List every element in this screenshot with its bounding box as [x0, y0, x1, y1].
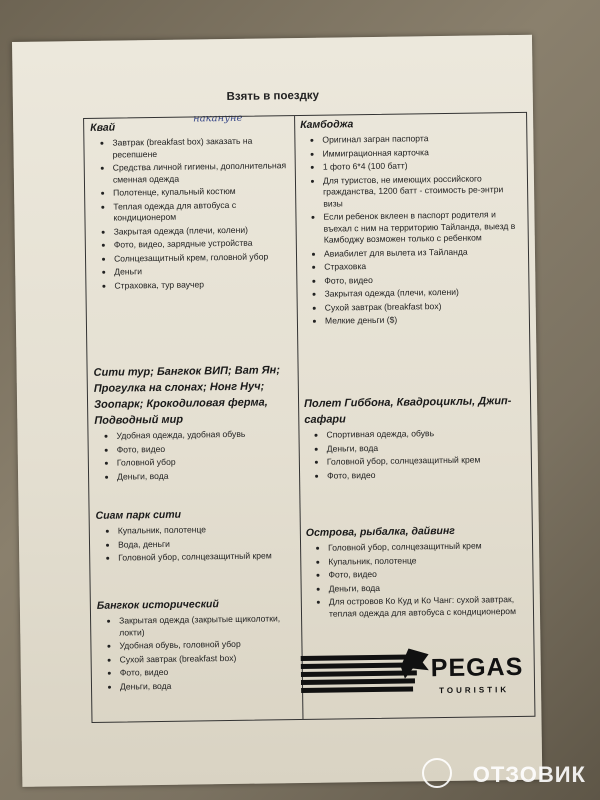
list-item: • Для туристов, не имеющих российского гражданства, 1200 батт - стоимость ре-энтри визы [323, 172, 523, 209]
list-item: • Фото, видео [328, 567, 528, 581]
list-item: • Деньги [114, 264, 292, 278]
list-item: • Если ребенок вклеен в паспорт родителя и въехал с ним на территорию Тайланда, выезд в Камбоджу возможен только с ребенком [323, 209, 523, 246]
list-item: • Удобная одежда, удобная обувь [116, 428, 294, 442]
list-item: • Удобная обувь, головной убор [119, 638, 297, 652]
section-siam-park [96, 506, 297, 566]
section-islands [306, 523, 529, 622]
list-item: • Головной убор [117, 455, 295, 469]
list-item: • Деньги, вода [120, 679, 298, 693]
right-column [294, 113, 534, 719]
section-kwai [90, 118, 292, 294]
list-item: • Оригинал загран паспорта [322, 132, 522, 146]
list-item: • Фото, видео [324, 272, 524, 286]
list-item: • Фото, видео, зарядные устройства [114, 237, 292, 251]
watermark-icon [422, 758, 452, 788]
pegas-logo [301, 647, 532, 705]
list-item: • Купальник, полотенце [328, 553, 528, 567]
list-item: • Головной убор, солнцезащитный крем [327, 454, 527, 468]
list-item: • Закрытая одежда (плечи, колени) [324, 286, 524, 300]
section-heading: Сити тур; Бангкок ВИП; Ват Ян; Прогулка на слонах; Нонг Нуч; Зоопарк; Крокодиловая ферма, Подводный мир [93, 364, 281, 427]
list-item: • Завтрак (breakfast box) заказать на ресепшене [112, 135, 290, 160]
section-city-tour [94, 362, 296, 485]
list-item: • Головной убор, солнцезащитный крем [328, 540, 528, 554]
page-title: Взять в поездку [226, 89, 320, 104]
section-heading: Камбоджа [300, 118, 354, 131]
list-item: • Деньги, вода [327, 440, 527, 454]
section-heading: Квай [90, 121, 116, 134]
list-item: • 1 фото 6*4 (100 батт) [323, 159, 523, 173]
section-bangkok-historic [97, 596, 298, 695]
list-item: • Страховка, тур ваучер [114, 278, 292, 292]
watermark: ОТЗОВИК [472, 762, 586, 787]
list-item: • Средства личной гигиены, дополнительная сменная одежда [113, 160, 291, 185]
logo-subtitle: TOURISTIK [439, 685, 510, 696]
list-item: • Полотенце, купальный костюм [113, 185, 291, 199]
list-item: • Головной убор, солнцезащитный крем [118, 550, 296, 564]
checklist-table [83, 112, 535, 723]
list-item: • Мелкие деньги ($) [325, 313, 525, 327]
section-heading: Бангкок исторический [96, 598, 219, 612]
section-heading: Острова, рыбалка, дайвинг [305, 524, 455, 539]
list-item: • Купальник, полотенце [118, 523, 296, 537]
list-item: • Авиабилет для вылета из Тайланда [324, 245, 524, 259]
list-item: • Деньги, вода [117, 469, 295, 483]
list-item: • Для островов Ко Куд и Ко Чанг: сухой завтрак, теплая одежда для автобуса с кондиционером [329, 594, 529, 620]
list-item: • Солнцезащитный крем, головной убор [114, 251, 292, 265]
list-item: • Иммиграционная карточка [323, 145, 523, 159]
pegasus-stripes-icon [301, 648, 432, 700]
list-item: • Спортивная одежда, обувь [326, 427, 526, 441]
list-item: • Фото, видео [327, 467, 527, 481]
list-item: • Страховка [324, 259, 524, 273]
list-item: • Вода, деньги [118, 537, 296, 551]
section-heading: Сиам парк сити [95, 508, 182, 522]
document-sheet [12, 35, 542, 787]
list-item: • Фото, видео [120, 665, 298, 679]
section-cambodia [300, 115, 525, 330]
list-item: • Теплая одежда для автобуса с кондиционером [113, 199, 291, 224]
list-item: • Деньги, вода [329, 580, 529, 594]
list-item: • Фото, видео [117, 442, 295, 456]
list-item: • Закрытая одежда (плечи, колени) [114, 224, 292, 238]
section-gibbon-flight [304, 393, 527, 484]
list-item: • Сухой завтрак (breakfast box) [120, 652, 298, 666]
list-item: • Закрытая одежда (закрытые щиколотки, локти) [119, 613, 297, 638]
left-column [84, 116, 303, 722]
handwritten-note: накануне [193, 112, 243, 125]
list-item: • Сухой завтрак (breakfast box) [325, 299, 525, 313]
logo-name: PEGAS [430, 652, 524, 683]
section-heading: Полет Гиббона, Квадроциклы, Джип-сафари [303, 395, 512, 426]
